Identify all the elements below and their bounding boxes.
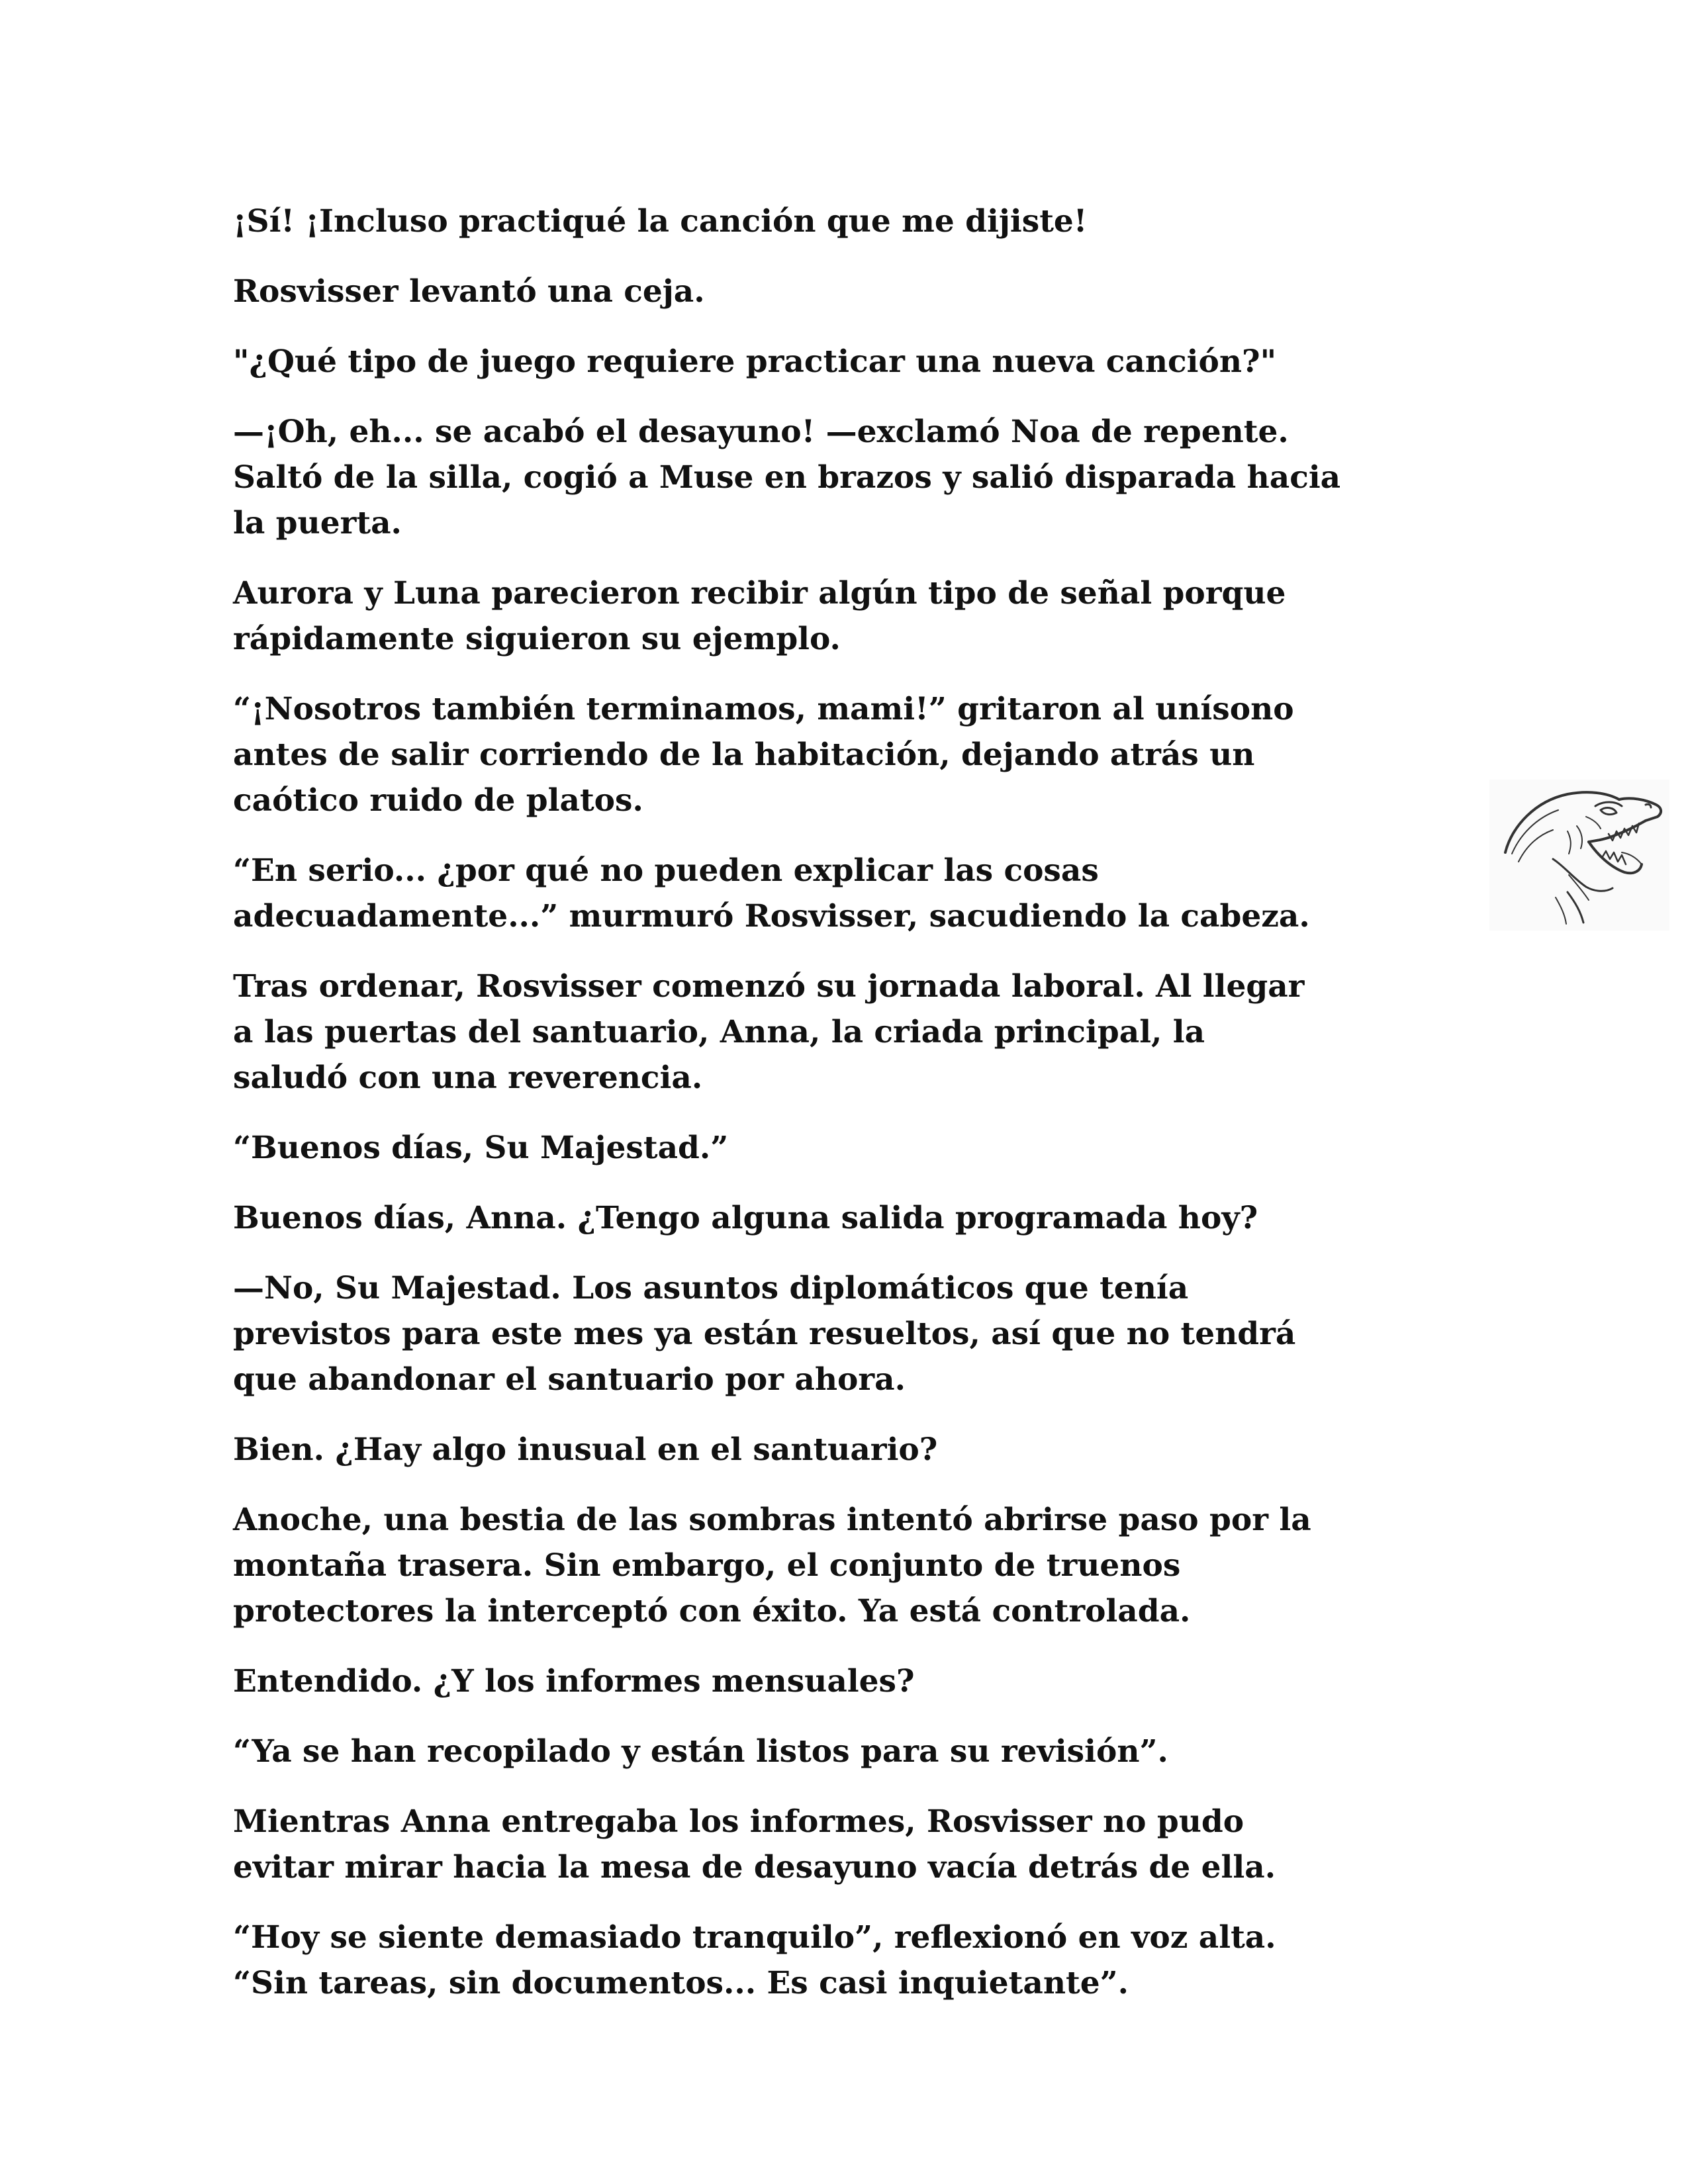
paragraph-line: Entendido. ¿Y los informes mensuales? (233, 1663, 915, 1700)
paragraph-line: antes de salir corriendo de la habitación, dejando atrás un (233, 737, 1255, 773)
paragraph-line: "¿Qué tipo de juego requiere practicar una nueva canción?" (233, 343, 1277, 380)
paragraph-10 (233, 1195, 1477, 1241)
paragraph-13 (233, 1497, 1477, 1634)
paragraph-line: a las puertas del santuario, Anna, la criada principal, la (233, 1014, 1205, 1050)
paragraph-12 (233, 1427, 1477, 1473)
paragraph-line: “Buenos días, Su Majestad.” (233, 1130, 729, 1166)
paragraph-line: “Hoy se siente demasiado tranquilo”, reflexionó en voz alta. (233, 1919, 1276, 1956)
paragraph-line: “Sin tareas, sin documentos... Es casi inquietante”. (233, 1965, 1129, 2001)
paragraph-line: Bien. ¿Hay algo inusual en el santuario? (233, 1432, 938, 1468)
paragraph-line: “Ya se han recopilado y están listos para su revisión”. (233, 1733, 1168, 1770)
paragraph-line: caótico ruido de platos. (233, 782, 643, 819)
paragraph-line: Rosvisser levantó una ceja. (233, 273, 705, 310)
paragraph-7 (233, 848, 1477, 939)
paragraph-line: —¡Oh, eh... se acabó el desayuno! —exclamó Noa de repente. (233, 414, 1289, 450)
paragraph-line: adecuadamente...” murmuró Rosvisser, sacudiendo la cabeza. (233, 898, 1310, 934)
paragraph-line: Buenos días, Anna. ¿Tengo alguna salida programada hoy? (233, 1200, 1258, 1236)
paragraph-line: previstos para este mes ya están resueltos, así que no tendrá (233, 1316, 1296, 1352)
paragraph-line: protectores la interceptó con éxito. Ya está controlada. (233, 1593, 1191, 1629)
paragraph-line: evitar mirar hacia la mesa de desayuno vacía detrás de ella. (233, 1849, 1276, 1886)
paragraph-line: montaña trasera. Sin embargo, el conjunto de truenos (233, 1547, 1181, 1584)
paragraph-line: —No, Su Majestad. Los asuntos diplomáticos que tenía (233, 1270, 1189, 1306)
paragraph-line: Anoche, una bestia de las sombras intentó abrirse paso por la (233, 1502, 1311, 1538)
paragraph-17 (233, 1915, 1477, 2006)
paragraph-1 (233, 199, 1477, 244)
paragraph-16 (233, 1799, 1477, 1890)
paragraph-11 (233, 1265, 1477, 1402)
paragraph-6 (233, 686, 1477, 823)
paragraph-line: que abandonar el santuario por ahora. (233, 1361, 906, 1398)
paragraph-line: “En serio... ¿por qué no pueden explicar las cosas (233, 852, 1099, 889)
paragraph-line: saludó con una reverencia. (233, 1060, 703, 1096)
paragraph-9 (233, 1125, 1477, 1171)
paragraph-14 (233, 1659, 1477, 1704)
paragraph-line: Tras ordenar, Rosvisser comenzó su jornada laboral. Al llegar (233, 968, 1305, 1005)
paragraph-line: rápidamente siguieron su ejemplo. (233, 621, 841, 657)
paragraph-8 (233, 964, 1477, 1101)
paragraph-line: la puerta. (233, 505, 402, 541)
paragraph-line: Aurora y Luna parecieron recibir algún tipo de señal porque (233, 575, 1286, 612)
paragraph-5 (233, 570, 1477, 662)
paragraph-2 (233, 269, 1477, 314)
paragraph-line: “¡Nosotros también terminamos, mami!” gritaron al unísono (233, 691, 1294, 727)
paragraph-3 (233, 339, 1477, 385)
paragraph-4 (233, 409, 1477, 546)
paragraph-line: Mientras Anna entregaba los informes, Rosvisser no pudo (233, 1803, 1244, 1840)
story-text-column (233, 199, 1477, 2030)
paragraph-15 (233, 1729, 1477, 1774)
paragraph-line: Saltó de la silla, cogió a Muse en brazos y salió disparada hacia (233, 459, 1341, 496)
dinosaur-head-sketch-icon (1489, 780, 1669, 931)
paragraph-line: ¡Sí! ¡Incluso practiqué la canción que me dijiste! (233, 203, 1088, 240)
